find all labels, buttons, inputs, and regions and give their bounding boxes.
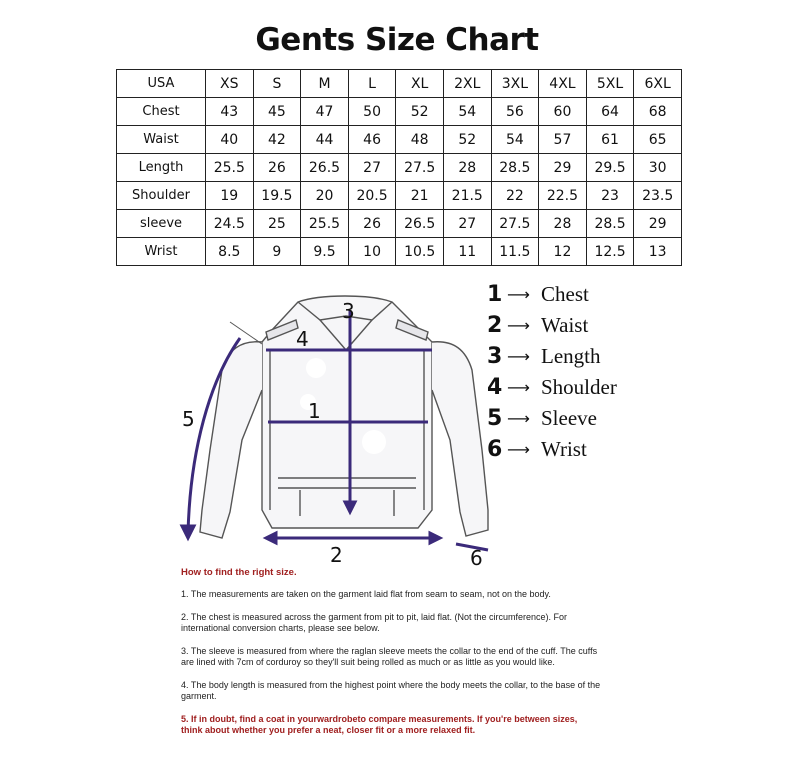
table-cell: 25.5 xyxy=(206,154,254,182)
sleeve-label: 5 xyxy=(182,407,195,431)
table-cell: 50 xyxy=(348,98,396,126)
table-cell: 48 xyxy=(396,126,444,154)
table-cell: 52 xyxy=(443,126,491,154)
page-title: Gents Size Chart xyxy=(255,22,539,58)
table-row xyxy=(117,126,682,154)
row-label-cell: Length xyxy=(117,154,206,182)
table-cell: 26.5 xyxy=(396,210,444,238)
table-row xyxy=(117,238,682,266)
instructions-heading: How to find the right size. xyxy=(181,567,297,578)
table-cell: 40 xyxy=(206,126,254,154)
table-cell: 21 xyxy=(396,182,444,210)
sizing-instructions xyxy=(181,567,601,748)
size-header-cell: XL xyxy=(396,70,444,98)
waist-label: 2 xyxy=(330,543,343,567)
table-cell: 20 xyxy=(301,182,349,210)
size-header-cell: L xyxy=(348,70,396,98)
table-corner-cell: USA xyxy=(117,70,206,98)
table-cell: 10.5 xyxy=(396,238,444,266)
table-cell: 11.5 xyxy=(491,238,539,266)
table-cell: 64 xyxy=(586,98,634,126)
arrow-right-icon: ⟶ xyxy=(507,315,530,335)
table-cell: 28 xyxy=(443,154,491,182)
waist-arrow-left-icon xyxy=(266,533,276,543)
table-cell: 42 xyxy=(253,126,301,154)
table-cell: 28 xyxy=(539,210,587,238)
legend-item-chest xyxy=(487,280,589,308)
table-cell: 12.5 xyxy=(586,238,634,266)
table-cell: 28.5 xyxy=(586,210,634,238)
table-cell: 11 xyxy=(443,238,491,266)
row-label-cell: Shoulder xyxy=(117,182,206,210)
table-cell: 8.5 xyxy=(206,238,254,266)
sleeve-arrow-icon xyxy=(182,526,194,538)
waist-arrow-right-icon xyxy=(430,533,440,543)
legend-number: 2 xyxy=(487,312,503,338)
size-header-cell: 6XL xyxy=(634,70,682,98)
table-cell: 65 xyxy=(634,126,682,154)
table-cell: 22.5 xyxy=(539,182,587,210)
table-cell: 22 xyxy=(491,182,539,210)
table-cell: 9 xyxy=(253,238,301,266)
size-table xyxy=(116,69,682,266)
table-row xyxy=(117,182,682,210)
table-row xyxy=(117,98,682,126)
table-cell: 45 xyxy=(253,98,301,126)
legend-item-shoulder xyxy=(487,373,617,401)
row-label-cell: Waist xyxy=(117,126,206,154)
arrow-right-icon: ⟶ xyxy=(507,439,530,459)
table-header-row xyxy=(117,70,682,98)
instruction-step: 1. The measurements are taken on the garment laid flat from seam to seam, not on the body. xyxy=(181,589,551,599)
arrow-right-icon: ⟶ xyxy=(507,346,530,366)
fabric-highlight xyxy=(306,358,326,378)
size-header-cell: S xyxy=(253,70,301,98)
table-cell: 54 xyxy=(491,126,539,154)
legend-item-sleeve xyxy=(487,404,597,432)
legend-label: Waist xyxy=(541,312,589,337)
sleeve-guide-line xyxy=(230,322,262,344)
table-cell: 23.5 xyxy=(634,182,682,210)
table-cell: 61 xyxy=(586,126,634,154)
legend-label: Shoulder xyxy=(541,374,617,399)
size-header-cell: M xyxy=(301,70,349,98)
instruction-step: 3. The sleeve is measured from where the raglan sleeve meets the collar to the end of the cuff. The cuffs are lined with 7cm of corduroy so they'll suit being rolled as much or as little as you would like. xyxy=(181,646,598,667)
length-label: 3 xyxy=(342,299,355,323)
table-cell: 21.5 xyxy=(443,182,491,210)
table-cell: 27 xyxy=(443,210,491,238)
table-cell: 54 xyxy=(443,98,491,126)
instruction-step: 2. The chest is measured across the garment from pit to pit, laid flat. (Not the circumference). For international conversion charts, please see below. xyxy=(181,612,567,633)
table-cell: 43 xyxy=(206,98,254,126)
table-cell: 13 xyxy=(634,238,682,266)
table-cell: 24.5 xyxy=(206,210,254,238)
legend-number: 4 xyxy=(487,374,503,400)
table-cell: 9.5 xyxy=(301,238,349,266)
table-row xyxy=(117,154,682,182)
legend-label: Length xyxy=(541,343,601,368)
size-header-cell: 5XL xyxy=(586,70,634,98)
legend-item-waist xyxy=(487,311,588,339)
table-cell: 52 xyxy=(396,98,444,126)
row-label-cell: Chest xyxy=(117,98,206,126)
shoulder-label: 4 xyxy=(296,327,309,351)
legend-label: Chest xyxy=(541,281,589,306)
table-cell: 44 xyxy=(301,126,349,154)
table-cell: 26 xyxy=(253,154,301,182)
chest-label: 1 xyxy=(308,399,321,423)
arrow-right-icon: ⟶ xyxy=(507,284,530,304)
table-cell: 23 xyxy=(586,182,634,210)
instruction-step: 4. The body length is measured from the highest point where the body meets the collar, to the base of the garment. xyxy=(181,680,601,701)
table-cell: 47 xyxy=(301,98,349,126)
table-cell: 29 xyxy=(539,154,587,182)
legend-number: 3 xyxy=(487,343,503,369)
table-cell: 56 xyxy=(491,98,539,126)
table-cell: 26.5 xyxy=(301,154,349,182)
legend-number: 5 xyxy=(487,405,503,431)
legend-number: 6 xyxy=(487,436,503,462)
table-cell: 10 xyxy=(348,238,396,266)
size-header-cell: 3XL xyxy=(491,70,539,98)
size-header-cell: 2XL xyxy=(443,70,491,98)
row-label-cell: Wrist xyxy=(117,238,206,266)
legend-item-wrist xyxy=(487,435,587,463)
arrow-right-icon: ⟶ xyxy=(507,408,530,428)
table-cell: 20.5 xyxy=(348,182,396,210)
table-cell: 28.5 xyxy=(491,154,539,182)
table-cell: 46 xyxy=(348,126,396,154)
table-cell: 68 xyxy=(634,98,682,126)
table-cell: 19.5 xyxy=(253,182,301,210)
instruction-step: 5. If in doubt, find a coat in yourwardrobeto compare measurements. If you're between sizes, think about whether you prefer a neat, closer fit or a more relaxed fit. xyxy=(181,714,578,735)
table-cell: 57 xyxy=(539,126,587,154)
fabric-highlight xyxy=(362,430,386,454)
table-cell: 29 xyxy=(634,210,682,238)
jacket-diagram xyxy=(170,280,510,570)
legend-label: Wrist xyxy=(541,436,587,461)
table-cell: 60 xyxy=(539,98,587,126)
table-row xyxy=(117,210,682,238)
table-cell: 29.5 xyxy=(586,154,634,182)
table-cell: 26 xyxy=(348,210,396,238)
table-cell: 12 xyxy=(539,238,587,266)
arrow-right-icon: ⟶ xyxy=(507,377,530,397)
table-cell: 30 xyxy=(634,154,682,182)
row-label-cell: sleeve xyxy=(117,210,206,238)
table-cell: 27.5 xyxy=(491,210,539,238)
table-cell: 27 xyxy=(348,154,396,182)
table-cell: 25.5 xyxy=(301,210,349,238)
size-header-cell: 4XL xyxy=(539,70,587,98)
legend-label: Sleeve xyxy=(541,405,597,430)
table-cell: 25 xyxy=(253,210,301,238)
legend-number: 1 xyxy=(487,281,503,307)
wrist-label: 6 xyxy=(470,546,483,570)
size-header-cell: XS xyxy=(206,70,254,98)
table-cell: 27.5 xyxy=(396,154,444,182)
legend-item-length xyxy=(487,342,600,370)
table-cell: 19 xyxy=(206,182,254,210)
